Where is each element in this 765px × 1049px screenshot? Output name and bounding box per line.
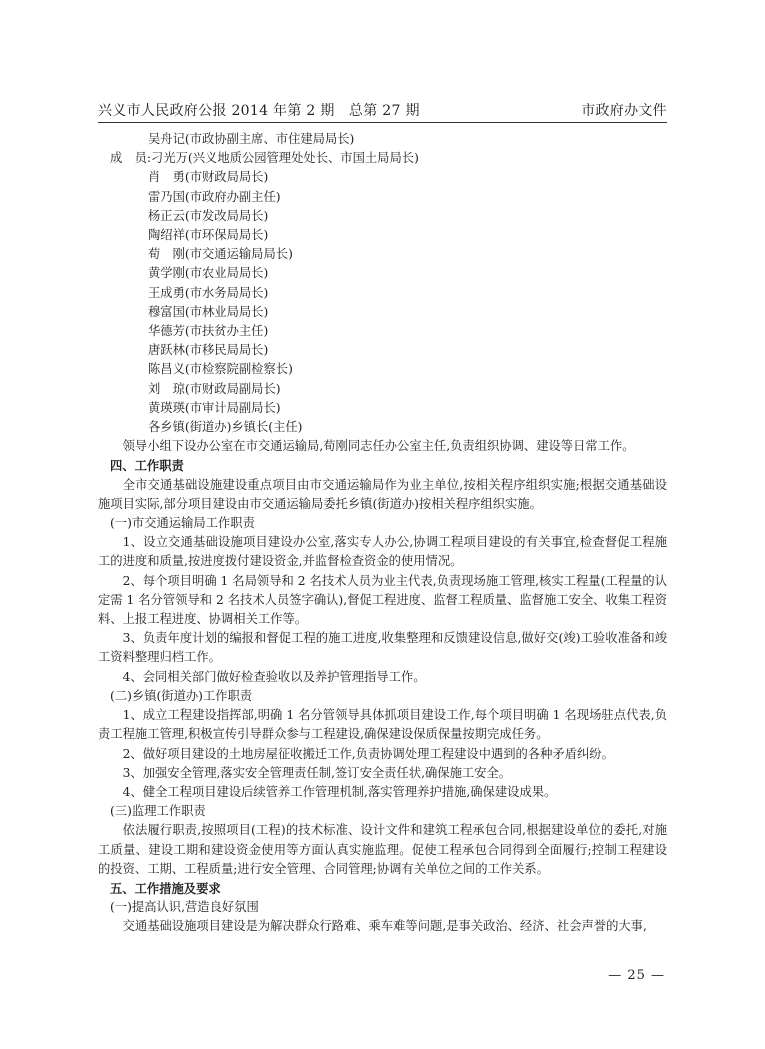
paragraph: 1、设立交通基础设施项目建设办公室,落实专人办公,协调工程项目建设的有关事宜,检查督促工程施工的进度和质量,按进度拨付建设资金,并监督检查资金的使用情况。 [98, 535, 667, 569]
paragraph: 2、做好项目建设的土地房屋征收搬迁工作,负责协调处理工程建设中遇到的各种矛盾纠纷。 [122, 746, 614, 761]
paragraph: 依法履行职责,按照项目(工程)的技术标准、设计文件和建筑工程承包合同,根据建设单位的委托,对施工质量、建设工期和建设资金使用等方面认真实施监理。促使工程承包合同得到全面履行;控制工程建设的投资、工期、工程质量;进行安全管理、合同管理;协调有关单位之间的工作关系。 [98, 823, 667, 876]
paragraph: 4、健全工程项目建设后续管养工作管理机制,落实管理养护措施,确保建设成果。 [122, 784, 557, 799]
member-line: 各乡镇(街道办)乡镇长(主任) [148, 420, 303, 435]
member-line: 穆富国(市林业局局长) [148, 304, 269, 319]
office-paragraph: 领导小组下设办公室在市交通运输局,荀刚同志任办公室主任,负责组织协调、建设等日常工作。 [122, 439, 635, 454]
section-heading: 四、工作职责 [110, 458, 184, 474]
paragraph: 3、负责年度计划的编报和督促工程的施工进度,收集整理和反馈建设信息,做好交(竣)工验收准备和竣工资料整理归档工作。 [98, 631, 667, 665]
subsection-heading: (一)市交通运输局工作职责 [110, 516, 255, 531]
member-line: 黄瑛瑛(市审计局副局长) [148, 400, 281, 415]
member-line: 肖 勇(市财政局局长) [148, 170, 269, 185]
member-line: 黄学刚(市农业局局长) [148, 266, 269, 281]
page-header [98, 96, 667, 120]
member-line: 陈昌义(市检察院副检察长) [148, 362, 293, 377]
paragraph: 3、加强安全管理,落实安全管理责任制,签订安全责任状,确保施工安全。 [122, 765, 512, 780]
member-line: 吴舟记(市政协副主席、市住建局局长) [148, 132, 355, 146]
header-publication-title: 兴义市人民政府公报 2014 年第 2 期 总第 27 期 [98, 103, 420, 119]
page-number: — 25 — [608, 968, 665, 983]
member-line: 唐跃林(市移民局局长) [148, 343, 269, 358]
member-line: 陶绍祥(市环保局局长) [148, 228, 269, 243]
member-line: 杨正云(市发改局局长) [148, 208, 269, 223]
document-body [98, 130, 667, 937]
member-line: 雷乃国(市政府办副主任) [148, 189, 281, 204]
section-heading: 五、工作措施及要求 [110, 880, 221, 896]
paragraph: 全市交通基础设施建设重点项目由市交通运输局作为业主单位,按相关程序组织实施;根据交通基础设施项目实际,部分项目建设由市交通运输局委托乡镇(街道办)按相关程序组织实施。 [98, 477, 667, 511]
paragraph: 交通基础设施项目建设是为解决群众行路难、乘车难等问题,是事关政治、经济、社会声誉的大事, [122, 919, 647, 934]
member-line: 王成勇(市水务局局长) [148, 285, 269, 300]
subsection-heading: (三)监理工作职责 [110, 804, 206, 819]
paragraph: 1、成立工程建设指挥部,明确 1 名分管领导具体抓项目建设工作,每个项目明确 1 名现场驻点代表,负责工程施工管理,积极宣传引导群众参与工程建设,确保建设保质保量按期完成任务。 [98, 708, 667, 742]
paragraph: 4、会同相关部门做好检查验收以及养护管理指导工作。 [122, 669, 426, 684]
member-line: 华德芳(市扶贫办主任) [148, 324, 269, 339]
paragraph: 2、每个项目明确 1 名局领导和 2 名技术人员为业主代表,负责现场施工管理,核实工程量(工程量的认定需 1 名分管领导和 2 名技术人员签字确认),督促工程进度、监督工程质量、监督施工安全、收集工程资料、上报工程进度、协调相关工作等。 [98, 573, 667, 627]
header-section-title: 市政府办文件 [581, 103, 667, 119]
header-divider [98, 122, 667, 123]
subsection-heading: (一)提高认识,营造良好氛围 [110, 900, 259, 915]
member-line: 荀 刚(市交通运输局局长) [148, 247, 293, 262]
members-label-line: 成 员:刁光万(兴义地质公园管理处处长、市国土局局长) [110, 151, 419, 166]
member-line: 刘 琼(市财政局副局长) [148, 381, 281, 396]
subsection-heading: (二)乡镇(街道办)工作职责 [110, 688, 253, 703]
